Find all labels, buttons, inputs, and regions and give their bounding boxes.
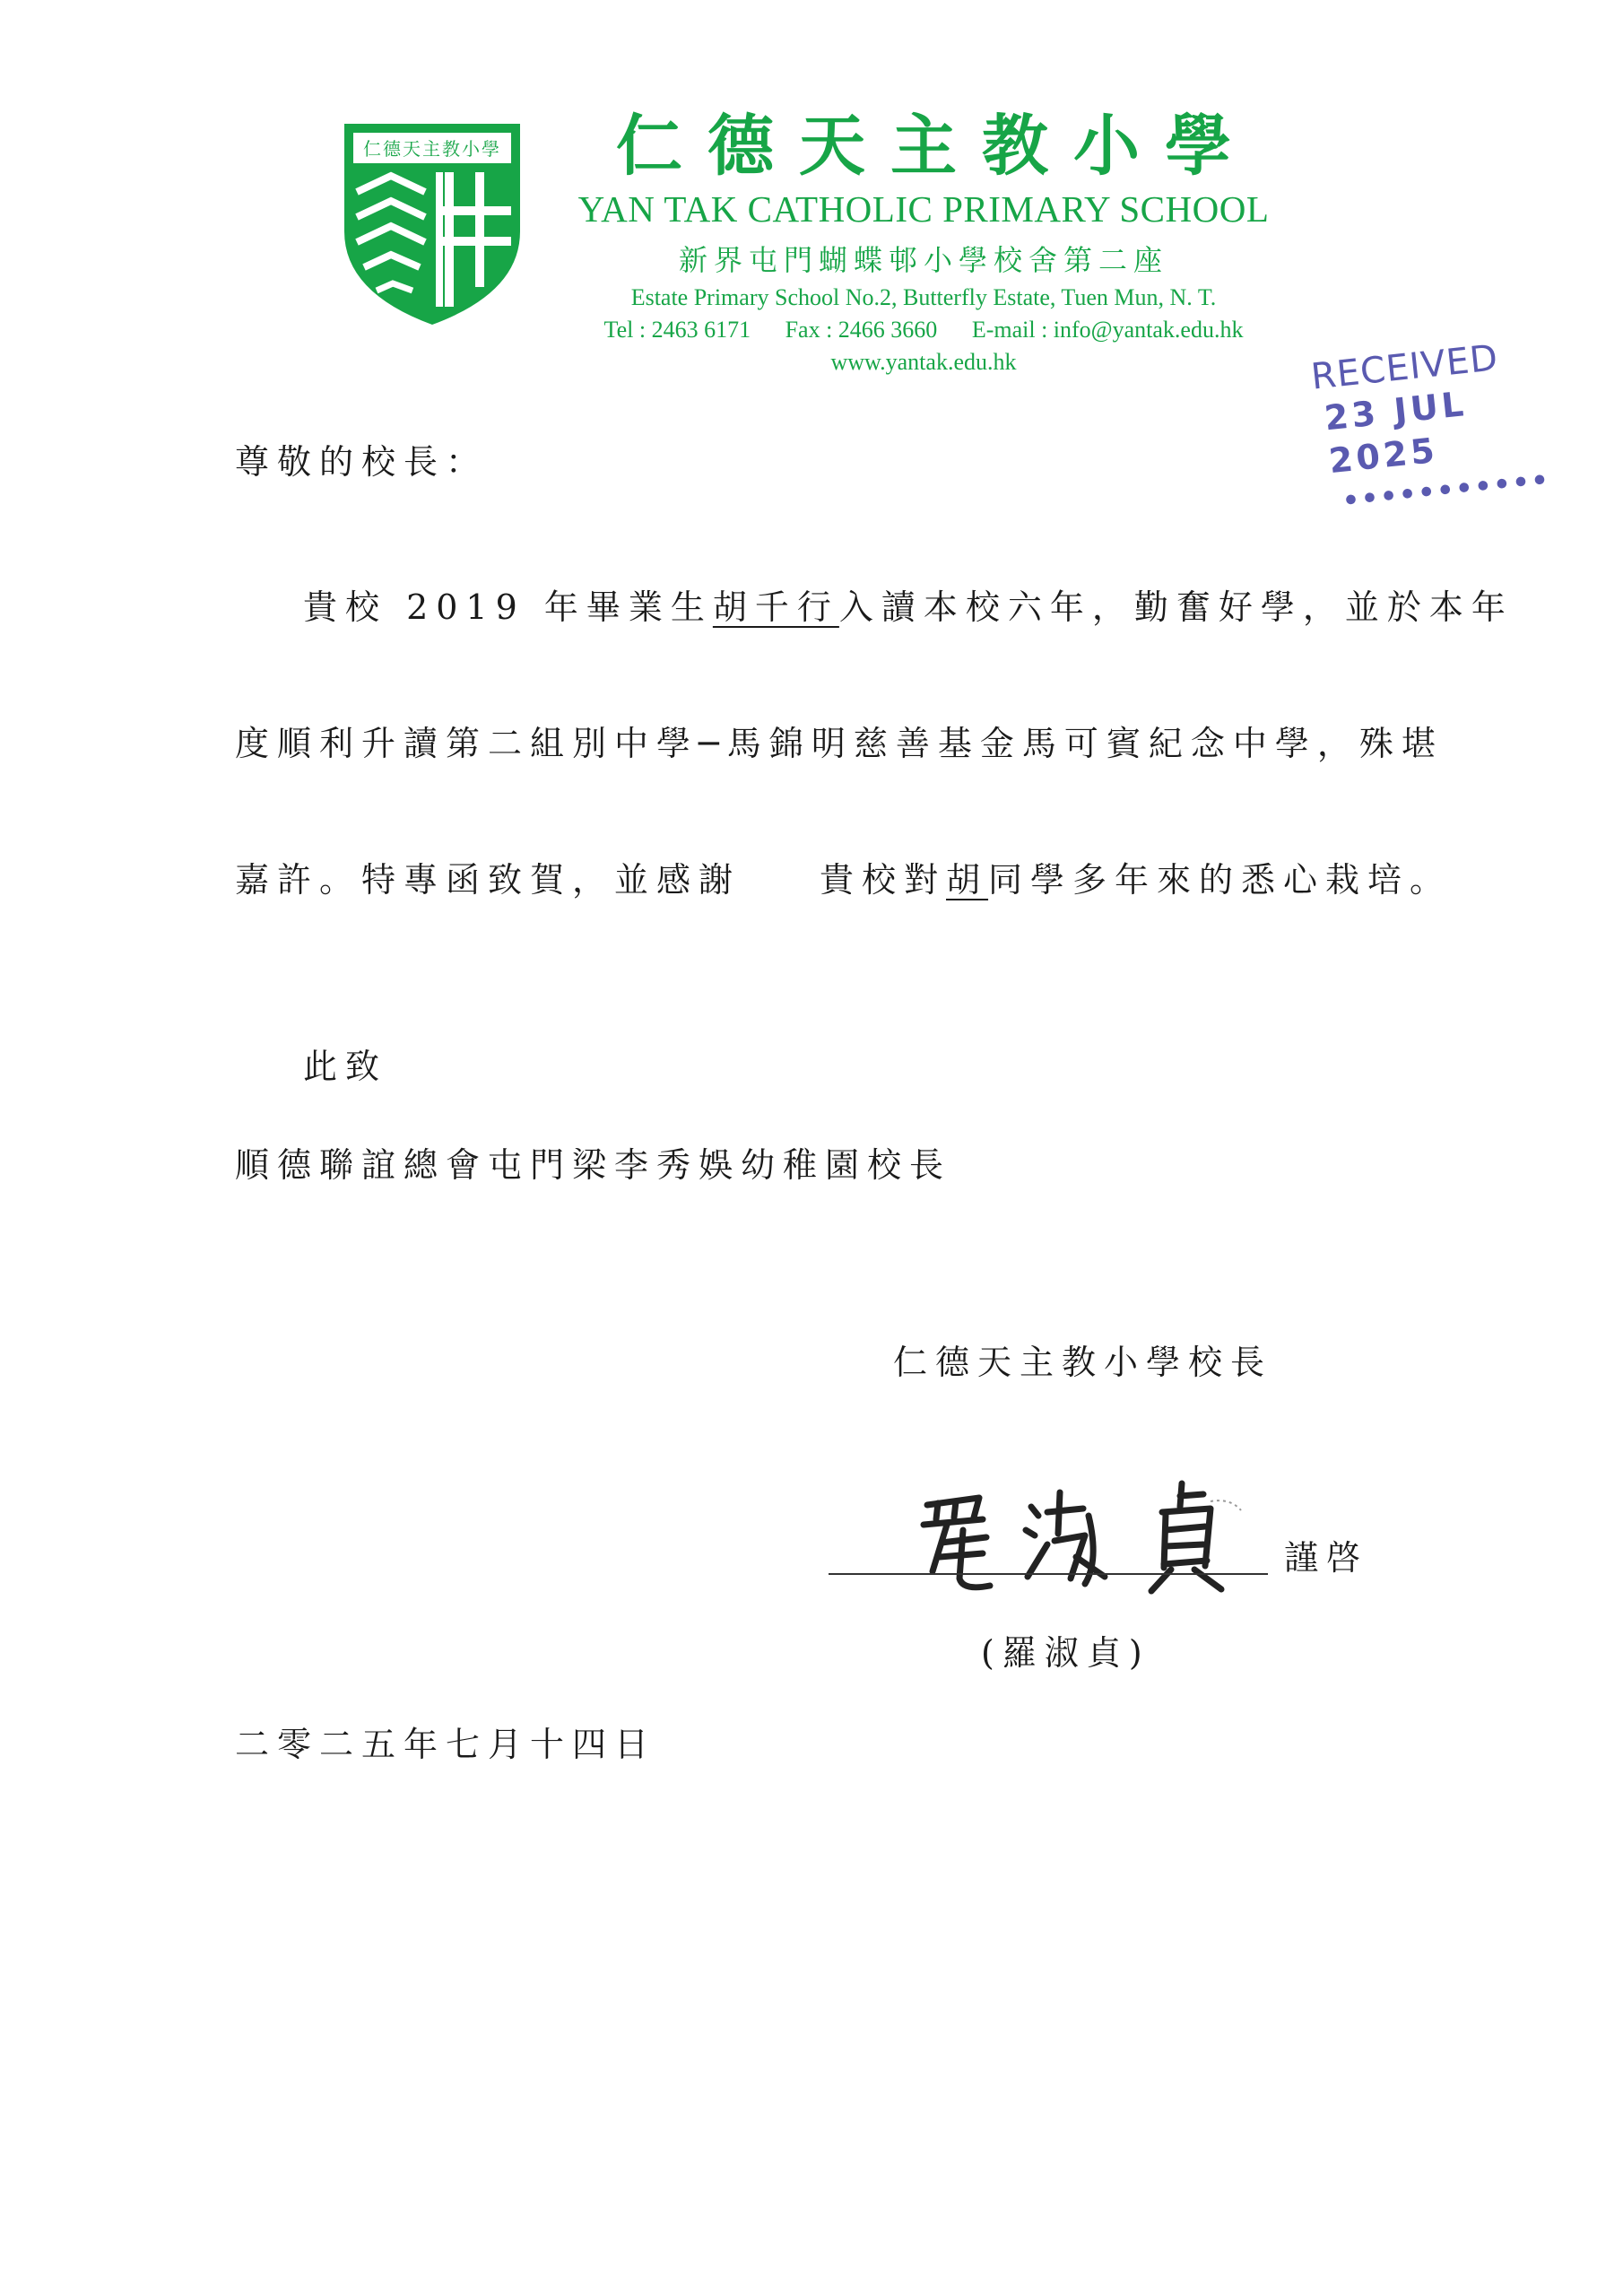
recipient: 順德聯誼總會屯門梁李秀娛幼稚園校長 bbox=[235, 1145, 952, 1185]
address-en: Estate Primary School No.2, Butterfly Estate, Tuen Mun, N. T. bbox=[630, 284, 1217, 310]
para3-suffix: 同學多年來的悉心栽培。 bbox=[988, 860, 1453, 900]
email: E-mail : info@yantak.edu.hk bbox=[971, 317, 1244, 343]
para1-prefix: 貴校 2019 年畢業生 bbox=[303, 587, 713, 627]
stamp-dots: ••••••••••• bbox=[1341, 464, 1552, 517]
stamp-word: RECEIVED bbox=[1309, 337, 1501, 398]
salutation: 尊敬的校長： bbox=[235, 442, 489, 482]
sender-title: 仁德天主教小學校長 bbox=[893, 1343, 1273, 1382]
respectfully: 謹啓 bbox=[1284, 1538, 1369, 1578]
letter-date: 二零二五年七月十四日 bbox=[235, 1725, 657, 1764]
stamp-date: 23 JUL 2025 bbox=[1322, 384, 1470, 482]
logo-text: 仁德天主教小學 bbox=[363, 138, 501, 160]
handwritten-signature bbox=[897, 1471, 1273, 1596]
closing: 此致 bbox=[303, 1047, 388, 1086]
address-zh: 新界屯門蝴蝶邨小學校舍第二座 bbox=[678, 243, 1168, 277]
para1-suffix: 入讀本校六年，勤奮好學，並於本年 bbox=[838, 587, 1514, 627]
school-shield-logo bbox=[344, 124, 520, 325]
signatory-name: (羅淑貞) bbox=[981, 1633, 1150, 1673]
paragraph-line-3 bbox=[235, 857, 1452, 902]
paragraph-line-1 bbox=[303, 585, 1514, 630]
paragraph-line-2: 度順利升讀第二組別中學─馬錦明慈善基金馬可賓紀念中學，殊堪 bbox=[235, 724, 1444, 763]
para3-prefix: 嘉許。特專函致賀，並感謝 bbox=[235, 860, 742, 900]
letterhead bbox=[538, 106, 1309, 378]
school-name-zh: 仁德天主教小學 bbox=[616, 108, 1256, 185]
website: www.yantak.edu.hk bbox=[830, 349, 1017, 375]
tel: Tel : 2463 6171 bbox=[603, 317, 751, 343]
contact-line bbox=[538, 314, 1309, 346]
fax: Fax : 2466 3660 bbox=[785, 317, 938, 343]
received-stamp bbox=[1309, 335, 1552, 517]
student-surname: 胡 bbox=[946, 860, 989, 900]
student-name: 胡千行 bbox=[712, 587, 839, 627]
school-name-en: YAN TAK CATHOLIC PRIMARY SCHOOL bbox=[577, 188, 1270, 230]
para3-mid: 貴校對 bbox=[820, 860, 947, 900]
signature-line bbox=[829, 1573, 1268, 1575]
